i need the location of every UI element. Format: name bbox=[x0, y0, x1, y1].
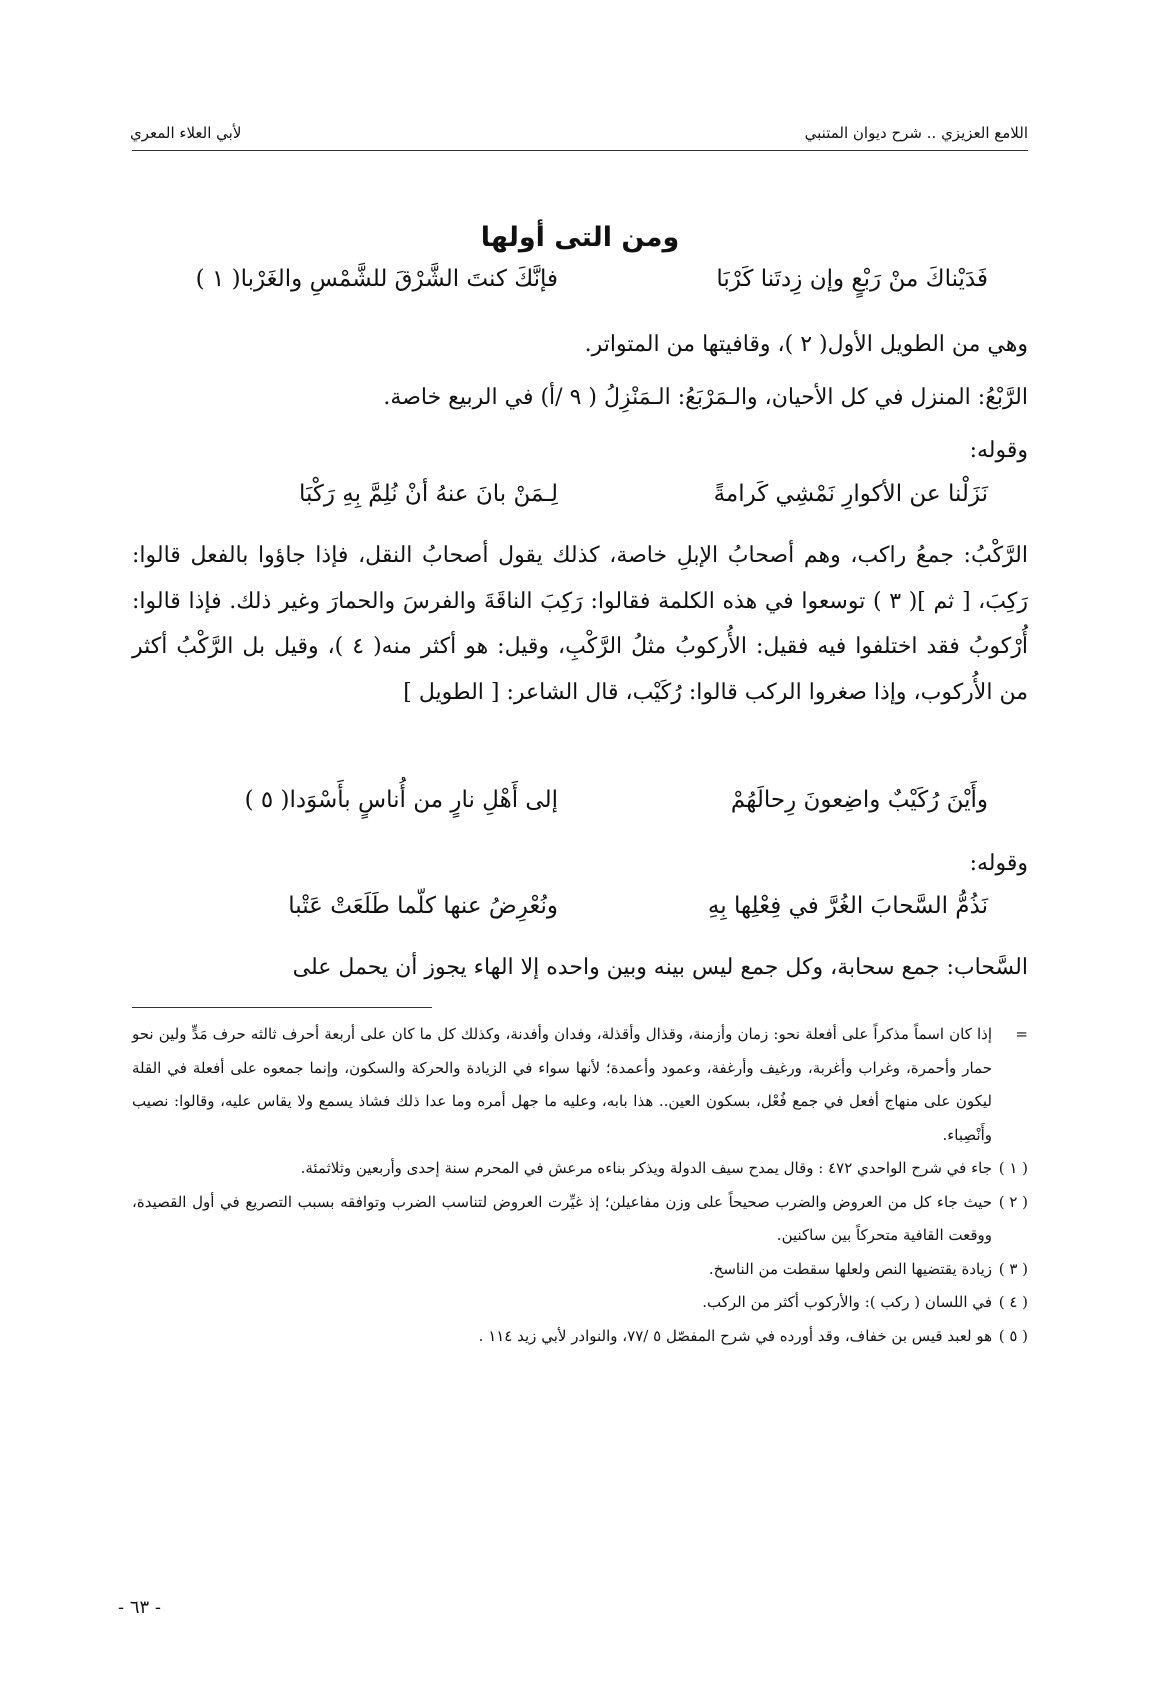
footnotes bbox=[132, 1018, 1028, 1353]
body-paragraph: وقوله: bbox=[969, 438, 1028, 463]
verse-line bbox=[132, 481, 1028, 521]
footnote-text: إذا كان اسماً مذكراً على أفعلة نحو: زمان وأزمنة، وقذال وأقذلة، وفدان وأفدنة، وكذلك كل ما كان على أربعة أحرف ثالثه حرف مَدٍّ ولين نحو حمار وأحمرة، وغراب وأغربة، ورغيف وأرغفة، وعمود وأعمدة؛ لأنها سواء في الزيادة والحركة والسكون، وإنما جمعوه على أفعلة في القلة ليكون على منهاج أفعل في جمع فُعْل، بسكون العين.. هذا بابه، وعليه ما جهل أمره وما عدا ذلك فشاذ يسمع ولا يقاس عليه، وقالوا: نصيب وأَنْصِباء. bbox=[132, 1025, 992, 1144]
body-paragraph: السَّحاب: جمع سحابة، وكل جمع ليس بينه وبين واحده إلا الهاء يجوز أن يحمل على bbox=[292, 955, 1028, 980]
footnote-5 bbox=[132, 1320, 1028, 1354]
footnote-marker: ( ٢ ) bbox=[998, 1192, 1028, 1211]
page-number: - ٦٣ - bbox=[118, 1597, 161, 1618]
body-paragraph: الرَّبْعُ: المنزل في كل الأحيان، والـمَرْبَعُ: الـمَنْزِلُ ( ٩ /أ) في الربيع خاصة. bbox=[383, 385, 1028, 410]
verse-hemistich-first: نَذُمُّ السَّحابَ الغُرَّ في فِعْلِها بِهِ bbox=[707, 893, 988, 919]
running-header-book-title: اللامع العزيزي .. شرح ديوان المتنبي bbox=[804, 124, 1028, 142]
footnote-marker: ( ٣ ) bbox=[998, 1259, 1028, 1278]
body-paragraph: وقوله: bbox=[969, 851, 1028, 876]
verse-hemistich-first: نَزَلْنا عن الأكوارِ نَمْشِي كَرامةً bbox=[713, 481, 988, 507]
footnote-divider bbox=[132, 1007, 432, 1008]
footnote-marker: = bbox=[1015, 1025, 1028, 1043]
footnote-text: هو لعبد قيس بن خفاف، وقد أورده في شرح المفصّل ٥ /٧٧، والنوادر لأبي زيد ١١٤ . bbox=[478, 1326, 992, 1345]
running-header-author: لأبي العلاء المعري bbox=[130, 124, 242, 142]
footnote-2 bbox=[132, 1186, 1028, 1253]
body-paragraph: الرَّكْبُ: جمعُ راكب، وهم أصحابُ الإبلِ خاصة، كذلك يقول أصحابُ النقل، فإذا جاؤوا بالفعل قالوا: رَكِبَ، [ ثم ]( ٣ ) توسعوا في هذه الكلمة فقالوا: رَكِبَ الناقَةَ والفرسَ والحمارَ وغير ذلك. فإذا قالوا: أُرْكوبُ فقد اختلفوا فيه فقيل: الأُركوبُ مثلُ الرَّكْبِ، وقيل: هو أكثر منه( ٤ )، وقيل بل الرَّكْبُ أكثر من الأُركوب، وإذا صغروا الركب قالوا: رُكَيْب، قال الشاعر: [ الطويل ] bbox=[132, 543, 1028, 705]
verse-line bbox=[132, 787, 1028, 827]
footnote-text: جاء في شرح الواحدي ٤٧٢ : وقال يمدح سيف الدولة ويذكر بناءه مرعش في المحرم سنة إحدى وأربعين وثلاثمئة. bbox=[300, 1159, 992, 1177]
footnote-text: زيادة يقتضيها النص ولعلها سقطت من الناسخ. bbox=[708, 1259, 992, 1278]
verse-hemistich-second: فإنَّكَ كنتَ الشَّرْقَ للشَّمْسِ والغَرْبا( ١ ) bbox=[195, 266, 558, 292]
verse-hemistich-first: وأَيْنَ رُكَيْبٌ واضِعونَ رِحالَهُمْ bbox=[730, 787, 988, 813]
footnote-marker: ( ٤ ) bbox=[998, 1293, 1028, 1311]
footnote-4 bbox=[132, 1286, 1028, 1320]
verse-hemistich-first: فَدَيْناكَ منْ رَبْعٍ وإن زِدتَنا كَرْبَا bbox=[716, 266, 988, 292]
section-title: ومن التى أولها bbox=[480, 222, 680, 253]
footnote-3 bbox=[132, 1253, 1028, 1287]
body-paragraph: وهي من الطويل الأول( ٢ )، وقافيتها من المتواتر. bbox=[584, 332, 1028, 357]
footnote-1 bbox=[132, 1152, 1028, 1186]
header-divider bbox=[132, 150, 1028, 151]
footnote-continuation bbox=[132, 1018, 1028, 1152]
footnote-text: في اللسان ( ركب ): والأركوب أكثر من الركب. bbox=[702, 1293, 992, 1311]
footnote-marker: ( ٥ ) bbox=[998, 1326, 1028, 1345]
verse-hemistich-second: لِـمَنْ بانَ عنهُ أنْ نُلِمَّ بِهِ رَكْبَا bbox=[298, 481, 558, 507]
verse-line bbox=[132, 893, 1028, 933]
footnote-marker: ( ١ ) bbox=[998, 1159, 1028, 1177]
verse-hemistich-second: ونُعْرِضُ عنها كلّما طَلَعَتْ عَتْبا bbox=[288, 893, 558, 919]
verse-line bbox=[132, 266, 1028, 306]
footnote-text: حيث جاء كل من العروض والضرب صحيحاً على وزن مفاعيلن؛ إذ غيِّرت العروض لتناسب الضرب وتوافقه بسبب التصريع في أول القصيدة، ووقعت القافية متحركاً بين ساكنين. bbox=[132, 1192, 992, 1244]
verse-hemistich-second: إلى أَهْلِ نارٍ من أُناسٍ بأَسْوَدا( ٥ ) bbox=[244, 787, 558, 813]
